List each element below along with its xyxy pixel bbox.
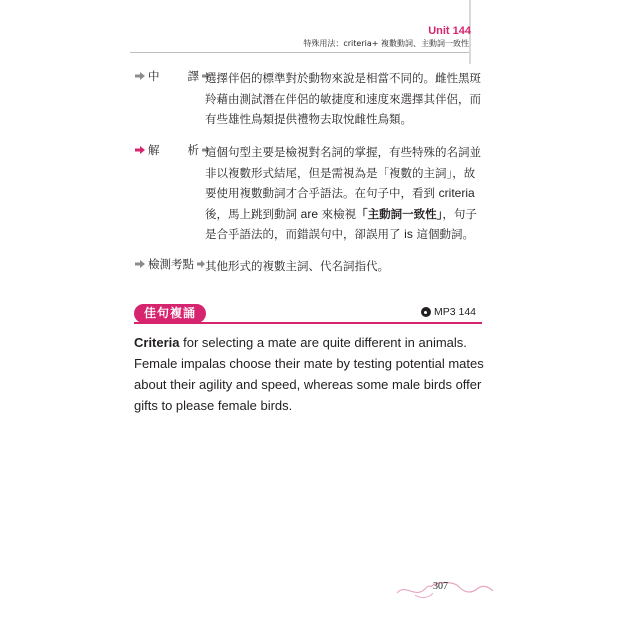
- test-point-row: [134, 256, 494, 278]
- analysis-bold-term: 「主動詞一致性」: [356, 206, 443, 221]
- arrow-right-icon: [134, 258, 146, 270]
- translation-text: 選擇伴侶的標準對於動物來說是相當不同的。雌性黑斑羚藉由測試潛在伴侶的敏捷度和速度來選擇其伴侶，而有些雄性鳥類提供禮物去取悅雌性鳥類。: [205, 71, 481, 126]
- analysis-label: [134, 142, 211, 158]
- test-point-label: [134, 256, 206, 272]
- translation-label-b: 譯: [187, 69, 199, 83]
- analysis-label-a: 解: [148, 143, 160, 157]
- analysis-part-2: 後，馬上跳到動詞: [205, 206, 301, 221]
- analysis-word-is: is: [404, 227, 413, 241]
- analysis-part-1: 這個句型主要是檢視對名詞的掌握，有些特殊的名詞並非以複數形式結尾，但是需視為是「複數的主詞」，故要使用複數動詞才合乎語法。在句子中，看到: [205, 145, 481, 200]
- page-number: 307: [433, 581, 448, 592]
- analysis-label-b: 析: [187, 143, 199, 157]
- analysis-part-5: 這個動詞。: [412, 227, 474, 241]
- page-footer: [395, 573, 495, 601]
- analysis-word-are: are: [300, 206, 318, 221]
- audio-track[interactable]: [421, 306, 476, 318]
- sentence-keyword: Criteria: [134, 335, 180, 350]
- test-point-label-text: 檢測考點: [148, 257, 194, 271]
- english-sentence: [134, 332, 484, 416]
- test-point-text: 其他形式的複數主詞、代名詞指代。: [205, 259, 389, 273]
- sentence-rest: for selecting a mate are quite different in animals. Female impalas choose their mate by testing potential mates about their agility and speed, whereas some male birds offer gifts to please female birds.: [134, 335, 484, 413]
- section-header: [134, 304, 482, 324]
- cd-icon: [421, 307, 431, 317]
- translation-row: [134, 68, 494, 134]
- analysis-part-3: 來檢視: [318, 206, 357, 221]
- audio-track-label: MP3 144: [433, 306, 476, 318]
- header-divider: [130, 52, 469, 53]
- unit-title: Unit 144: [428, 25, 471, 37]
- unit-subtitle: 特殊用法：criteria+ 複數動詞、主動詞一致性: [303, 39, 469, 48]
- section-title: 佳句複誦: [134, 304, 206, 323]
- translation-label: [134, 68, 211, 84]
- analysis-text: [205, 142, 485, 245]
- arrow-right-icon: [134, 70, 146, 82]
- analysis-word-criteria: criteria: [438, 186, 475, 200]
- analysis-part-4: ，句子是合乎語法的，而錯誤句中，卻誤用了: [205, 206, 477, 241]
- translation-label-a: 中: [148, 69, 160, 83]
- arrow-right-icon: [134, 144, 146, 156]
- analysis-row: [134, 142, 494, 268]
